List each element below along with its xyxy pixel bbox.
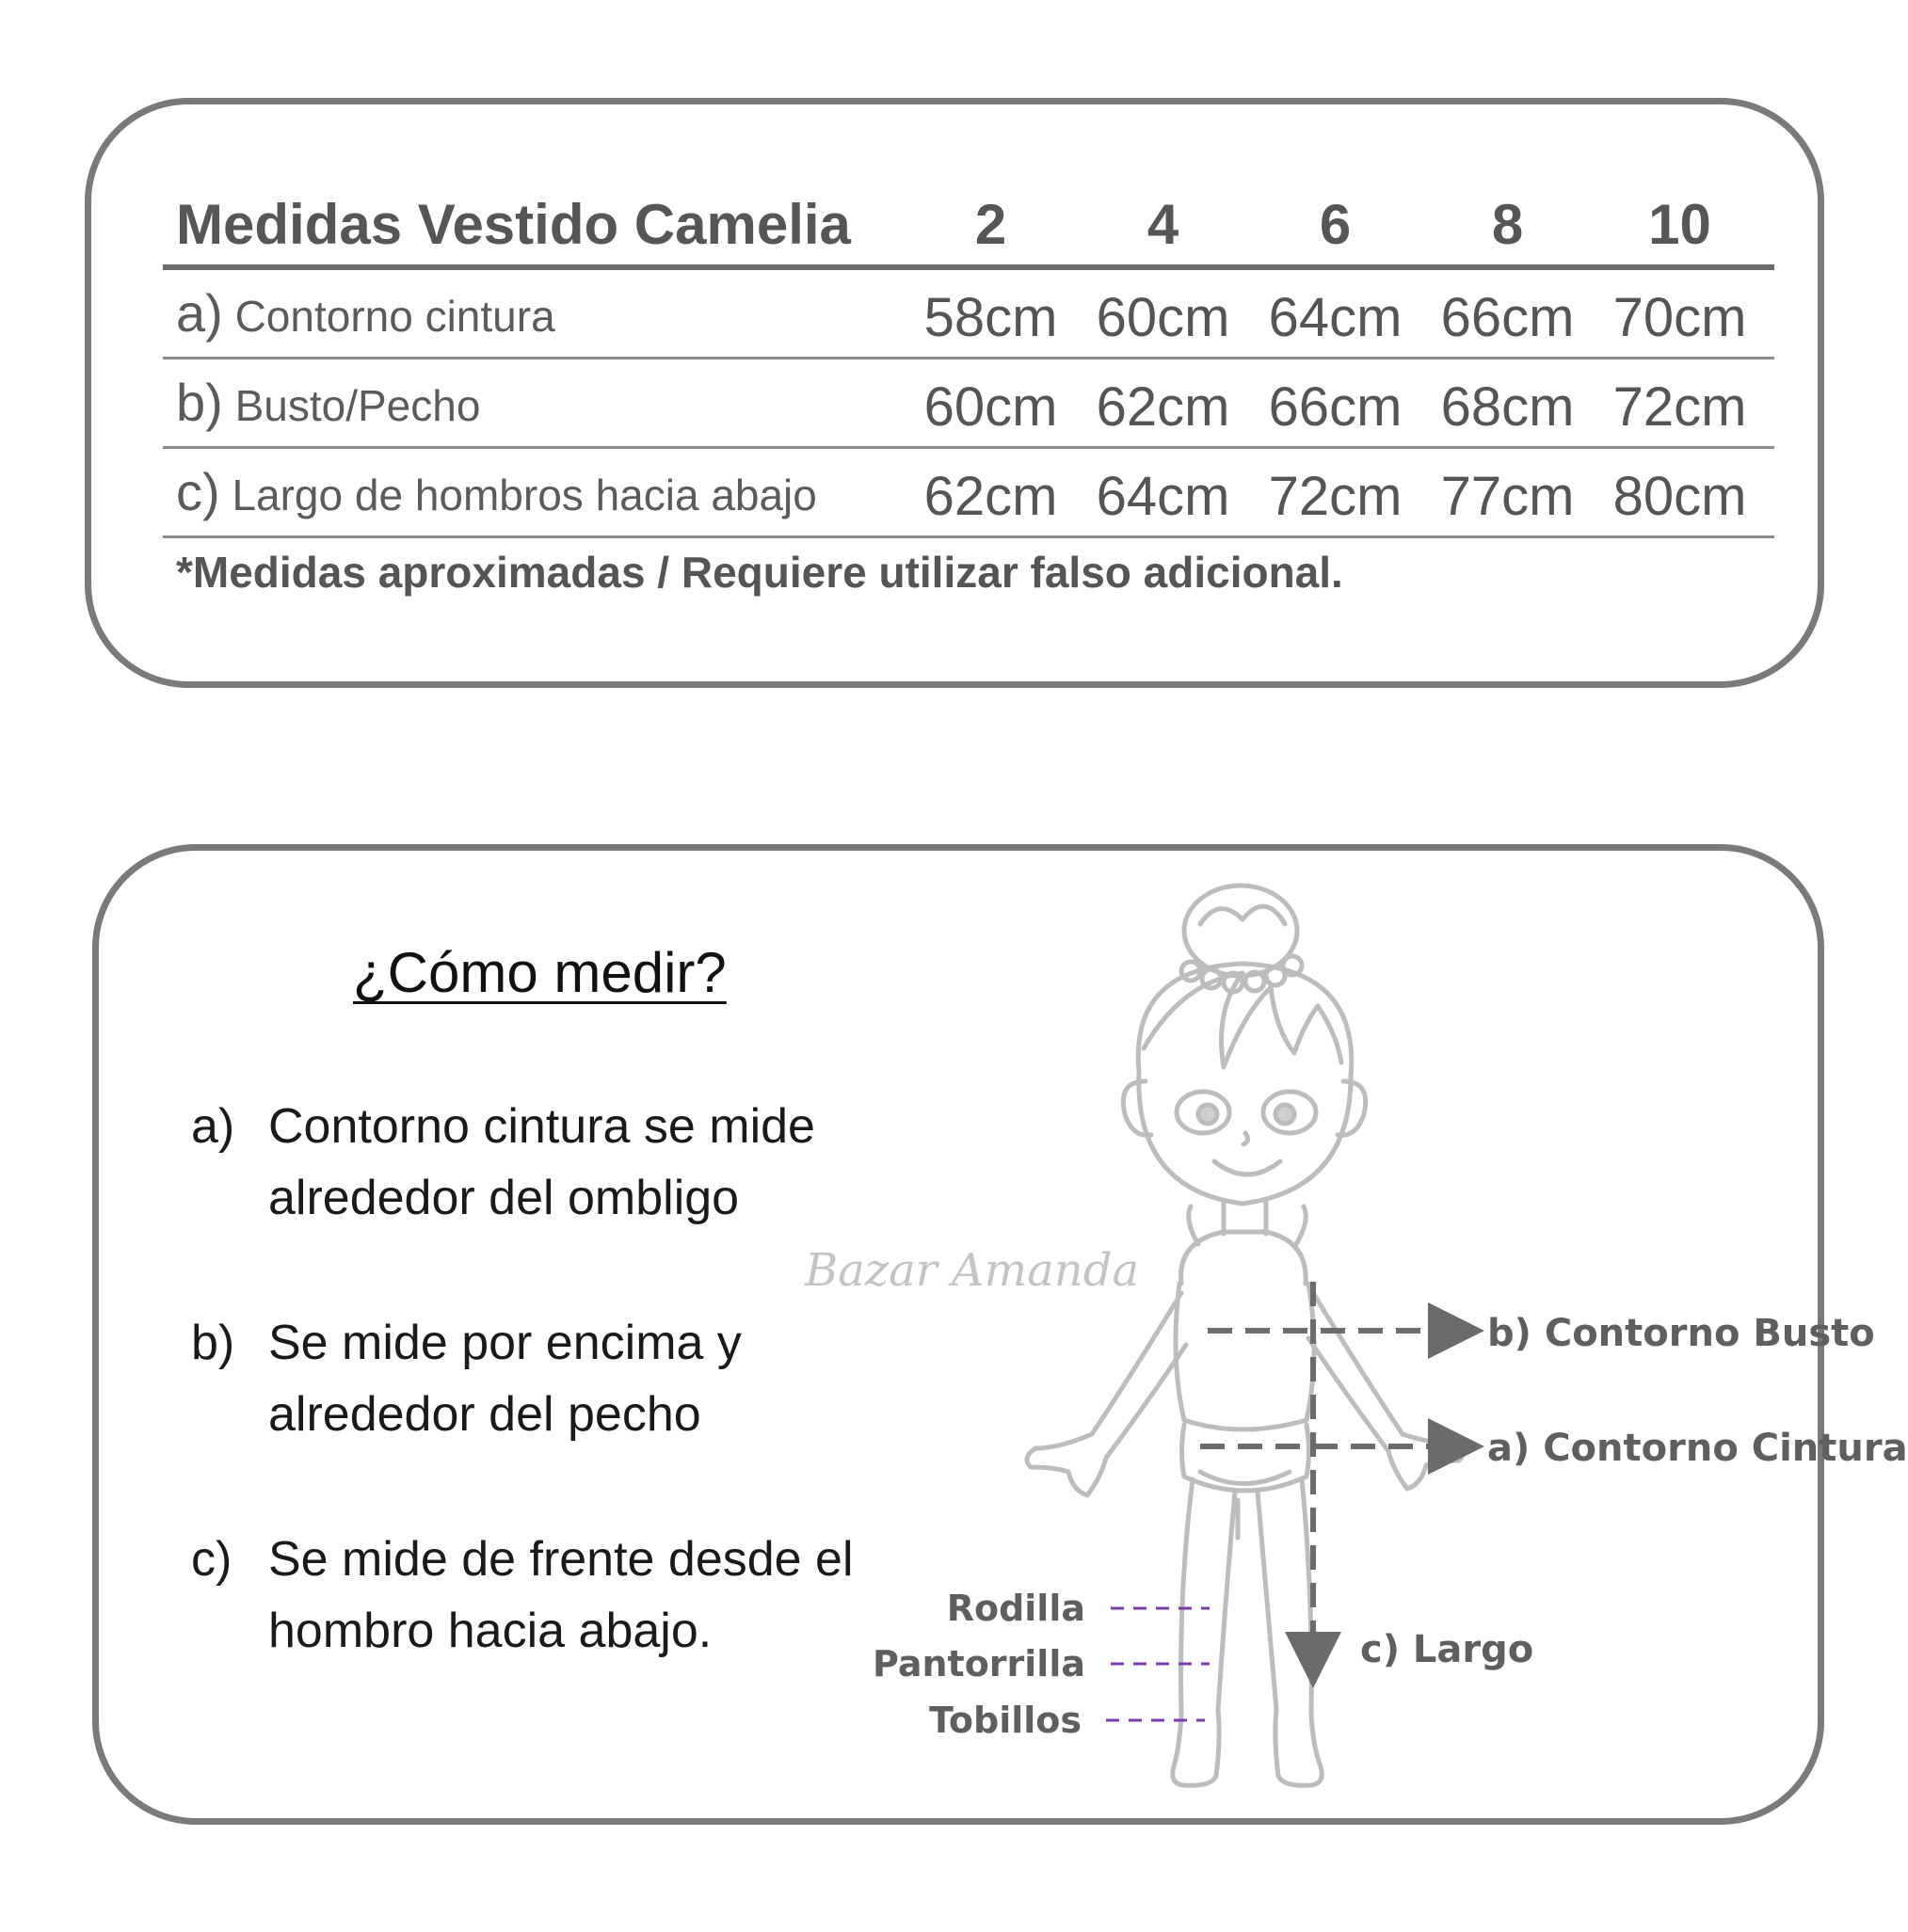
girl-illustration (1027, 886, 1463, 1785)
table-cell: 68cm (1440, 376, 1575, 438)
row-letter: b) (176, 373, 223, 432)
size-header-6: 6 (1319, 193, 1352, 256)
measurement-lines (1200, 1282, 1462, 1666)
table-cell: 70cm (1612, 287, 1747, 348)
table-cell: 80cm (1612, 466, 1747, 527)
table-cell: 64cm (1096, 466, 1230, 527)
step-marker: c) (191, 1532, 232, 1587)
row-label-text: Largo de hombros hacia abajo (232, 471, 817, 519)
table-cell: 66cm (1440, 287, 1575, 348)
row-label (176, 282, 555, 343)
table-cell: 62cm (923, 466, 1058, 527)
step-text: Se mide por encima y alrededor del pecho (268, 1316, 742, 1442)
table-cell: 62cm (1096, 376, 1230, 438)
size-table (163, 178, 1774, 538)
row-label (176, 372, 480, 433)
size-header-4: 4 (1146, 193, 1179, 256)
label-largo: c) Largo (1360, 1628, 1534, 1671)
label-busto: b) Contorno Busto (1487, 1312, 1875, 1355)
step-text: Contorno cintura se mide alrededor del ombligo (268, 1099, 815, 1225)
table-title: Medidas Vestido Camelia (176, 193, 851, 256)
table-cell: 60cm (923, 376, 1058, 438)
step-marker: a) (191, 1099, 235, 1154)
row-letter: a) (176, 283, 223, 343)
size-table-card (85, 98, 1824, 688)
label-tobillos: Tobillos (929, 1700, 1082, 1741)
leg-level-markers (1106, 1608, 1210, 1720)
size-header-10: 10 (1648, 193, 1711, 256)
row-label-text: Busto/Pecho (234, 381, 481, 430)
size-table-header (163, 178, 1774, 270)
row-label (176, 461, 817, 522)
table-row-waist (163, 270, 1774, 359)
table-cell: 64cm (1268, 287, 1403, 348)
row-letter: c) (176, 462, 220, 521)
table-cell: 72cm (1268, 466, 1403, 527)
step-text: Se mide de frente desde el hombro hacia abajo. (268, 1532, 854, 1658)
table-cell: 66cm (1268, 376, 1403, 438)
size-header-8: 8 (1491, 193, 1524, 256)
how-to-title: ¿Cómo medir? (353, 941, 727, 1004)
label-pantorrilla: Pantorrilla (873, 1643, 1085, 1685)
label-cintura: a) Contorno Cintura (1487, 1427, 1908, 1470)
table-row-length (163, 449, 1774, 538)
label-rodilla: Rodilla (946, 1588, 1085, 1629)
table-cell: 72cm (1612, 376, 1747, 438)
table-row-bust (163, 359, 1774, 449)
watermark: Bazar Amanda (805, 1244, 1140, 1297)
measurement-note: *Medidas aproximadas / Requiere utilizar falso adicional. (176, 548, 1343, 597)
size-header-2: 2 (974, 193, 1007, 256)
table-cell: 58cm (923, 287, 1058, 348)
table-cell: 77cm (1440, 466, 1575, 527)
table-cell: 60cm (1096, 287, 1230, 348)
how-to-measure-card (92, 844, 1908, 1825)
step-marker: b) (191, 1316, 235, 1370)
row-label-text: Contorno cintura (234, 292, 555, 341)
